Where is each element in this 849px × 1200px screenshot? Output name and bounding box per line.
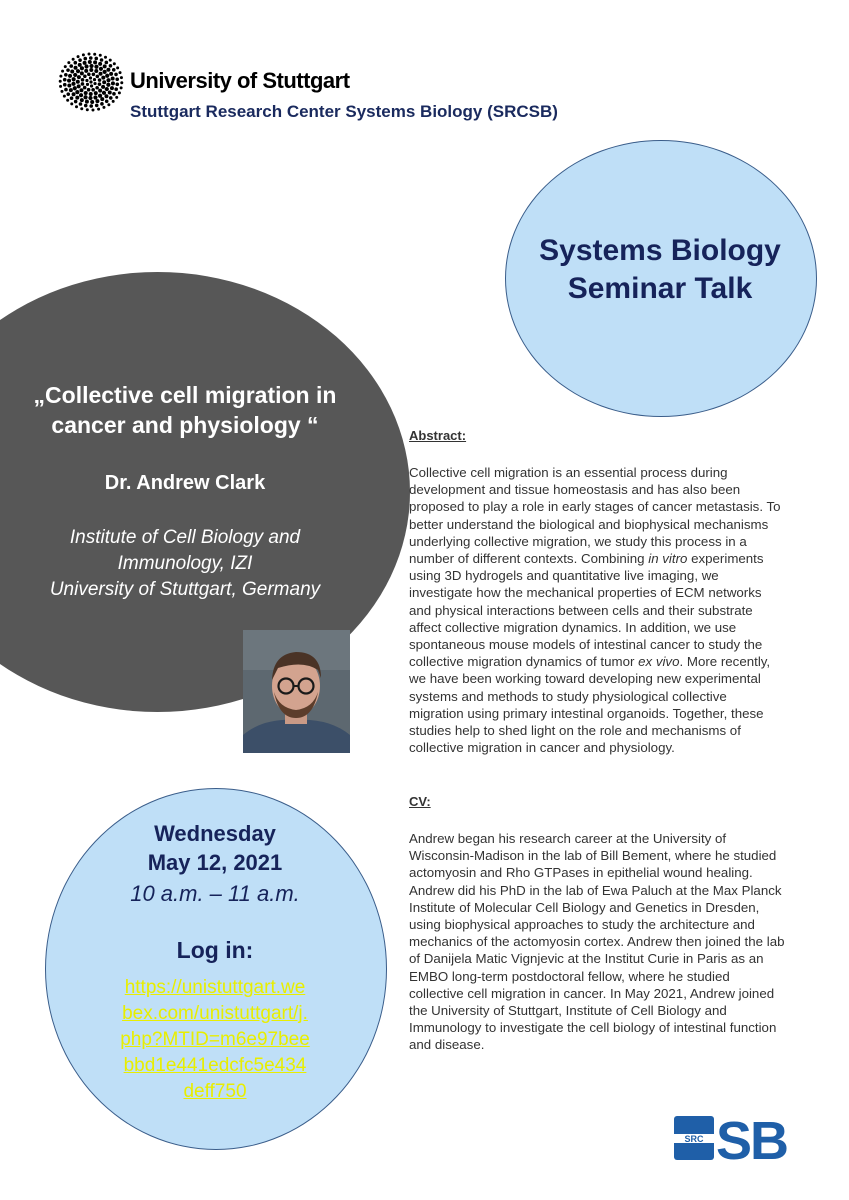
- cv-line: Andrew did his PhD in the lab of Ewa Paluch at the Max Planck: [409, 882, 782, 898]
- abstract-heading: Abstract:: [409, 428, 467, 443]
- speaker-affiliation: Institute of Cell Biology and Immunology, IZI University of Stuttgart, Germany: [49, 527, 321, 600]
- talk-title: „Collective cell migration in cancer and physiology “: [33, 382, 337, 438]
- cv-line: actomyosin and Rho GTPases in epithelial wound healing.: [409, 865, 753, 881]
- abstract-line: number of different contexts. Combining in vitro experiments: [409, 551, 764, 567]
- abstract-line: collective migration dynamics of tumor ex vivo. More recently,: [409, 654, 771, 670]
- abstract-line: Collective cell migration is an essential process during: [409, 465, 728, 480]
- cv-text: [409, 830, 819, 1054]
- speaker-photo: [243, 630, 350, 753]
- abstract-text: [409, 464, 819, 756]
- abstract-line: investigate how the mechanical properties of ECM networks: [409, 585, 762, 601]
- university-name: University of Stuttgart: [130, 68, 350, 93]
- cv-line: the University of Stuttgart, Institute of Cell Biology and: [409, 1003, 727, 1019]
- abstract-line: using 3D hydrogels and quantitative live imaging, we: [409, 568, 719, 584]
- abstract-line: and physical interactions between cells and their substrate: [409, 602, 753, 618]
- abstract-line: affect collective migration dynamics. In addition, we use: [409, 619, 737, 635]
- cv-line: mechanics of the actomyosin cortex. Andrew then joined the lab: [409, 934, 785, 950]
- cv-line: Institute of Molecular Cell Biology and Genetics in Dresden,: [409, 899, 760, 915]
- abstract-line: underlying collective migration, we study this process in a: [409, 533, 747, 549]
- cv-line: Immunology to investigate the cell biology of intestinal function: [409, 1020, 777, 1036]
- speaker-name: Dr. Andrew Clark: [104, 472, 266, 494]
- abstract-line: migration using primary intestinal organoids. Together, these: [409, 705, 764, 721]
- cv-line: and disease.: [409, 1037, 485, 1053]
- abstract-line: collective migration in cancer and physiology.: [409, 740, 675, 756]
- cv-line: EMBO long-term postdoctoral fellow, where he studied: [409, 968, 730, 984]
- cv-line: collective cell migration in cancer. In May 2021, Andrew joined: [409, 985, 775, 1001]
- cv-heading: CV:: [409, 794, 431, 809]
- abstract-line: development and tissue homeostasis and has also been: [409, 482, 741, 498]
- seminar-title: Systems Biology Seminar Talk: [539, 234, 781, 305]
- cv-line: of Danijela Matic Vignjevic at the Institut Curie in Paris as an: [409, 951, 764, 967]
- abstract-line: better understand the biological and biophysical mechanisms: [409, 516, 769, 532]
- srcsb-logo: [672, 1112, 802, 1164]
- srcsb-logo-small-text: SRC: [684, 1134, 704, 1144]
- abstract-line: systems and methods to study physiological collective: [409, 688, 727, 704]
- event-date: May 12, 2021: [147, 850, 283, 875]
- srcsb-logo-large-text: SB: [716, 1112, 788, 1164]
- research-center-name: Stuttgart Research Center Systems Biology (SRCSB): [130, 102, 558, 121]
- cv-line: using biophysical approaches to study the architecture and: [409, 917, 755, 933]
- event-time: 10 a.m. – 11 a.m.: [130, 881, 300, 906]
- cv-line: Andrew began his research career at the University of: [409, 831, 727, 846]
- abstract-line: spontaneous mouse models of intestinal cancer to study the: [409, 637, 763, 653]
- abstract-line: proposed to play a role in early stages of cancer metastasis. To: [409, 499, 781, 515]
- login-label: Log in:: [176, 937, 254, 963]
- event-day: Wednesday: [154, 821, 276, 846]
- abstract-line: we have been working toward developing new experimental: [409, 671, 761, 687]
- webex-link[interactable]: https://unistuttgart.we bex.com/unistuttgart/j. php?MTID=m6e97bee bbd1e441edcfc5e434 deff750: [120, 977, 310, 1102]
- abstract-line: studies help to shed light on the role and mechanisms of: [409, 723, 741, 739]
- university-seal-icon: [58, 52, 124, 112]
- cv-line: Wisconsin-Madison in the lab of Bill Bement, where he studied: [409, 848, 777, 864]
